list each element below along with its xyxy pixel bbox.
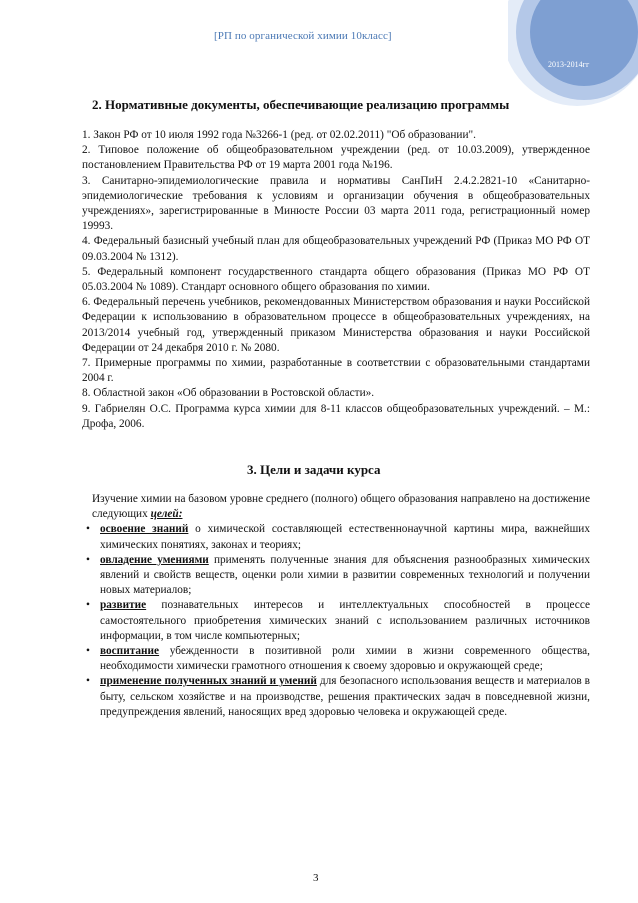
goals-list (82, 522, 590, 720)
goal-item (82, 522, 590, 552)
document-item-2: 2. Типовое положение об общеобразовательном учреждении (ред. от 10.03.2009), утвержденное постановлением Правительства РФ от 19 марта 2001 года №196. (82, 144, 590, 172)
bullet-icon: • (86, 553, 90, 566)
bullet-icon: • (86, 645, 90, 658)
goal-term: овладение умениями (100, 553, 209, 566)
section-2-title: 2. Нормативные документы, обеспечивающие реализацию программы (92, 97, 510, 112)
goal-text: о химической составляющей естественнонаучной картины мира, важнейших химических понятиях, законах и теориях; (100, 523, 590, 551)
document-item-1: 1. Закон РФ от 10 июля 1992 года №3266-1 (ред. от 02.02.2011) "Об образовании". (82, 129, 476, 141)
goal-item (82, 644, 590, 674)
course-goals (82, 492, 590, 720)
goal-term: освоение знаний (100, 523, 189, 536)
document-item-4: 4. Федеральный базисный учебный план для общеобразовательных учреждений РФ (Приказ МО РФ ОТ 09.03.2004 № 1312). (82, 235, 590, 263)
document-item-7: 7. Примерные программы по химии, разработанные в соответствии с образовательными стандартами 2004 г. (82, 357, 590, 385)
goal-item (82, 674, 590, 720)
goal-term: применение полученных знаний и умений (100, 675, 317, 688)
document-item-8: 8. Областной закон «Об образовании в Ростовской области». (82, 387, 375, 400)
goals-intro-text: Изучение химии на базовом уровне среднего (полного) общего образования направлено на достижение следующих (92, 493, 590, 521)
document-item-6: 6. Федеральный перечень учебников, рекомендованных Министерством образования и науки Российской Федерации к использованию в образовательном процессе в общеобразовательных учреждениях, на 2013/2014 учебный год, утвержденный приказом Министерства образования и науки Российской Федерации от 24 декабря 2010 г. № 2080. (82, 296, 590, 354)
header-corner-decoration (508, 0, 638, 130)
goals-intro-emphasis: целей: (150, 508, 183, 521)
header-year-label: 2013-2014гг (548, 60, 590, 69)
page-number: 3 (313, 872, 319, 884)
bullet-icon: • (86, 675, 90, 688)
goal-text: применять полученные знания для объяснения разнообразных химических явлений и свойств веществ, оценки роли химии в развитии современных технологий и получении новых материалов; (100, 553, 590, 597)
goal-text: для безопасного использования веществ и материалов в быту, сельском хозяйстве и на производстве, решения практических задач в повседневной жизни, предупреждения явлений, наносящих вред здоровью человека и окружающей среде. (100, 675, 591, 718)
bullet-icon: • (86, 523, 90, 536)
document-item-5: 5. Федеральный компонент государственного стандарта общего образования (Приказ МО РФ ОТ 05.03.2004 № 1089). Стандарт основного общего образования по химии. (82, 265, 590, 294)
document-item-3: 3. Санитарно-эпидемиологические правила и нормативы СанПиН 2.4.2.2821-10 «Санитарно-эпидемиологические требования к условиям и организации обучения в общеобразовательных учреждениях», зарегистрированные в Минюсте России 03 марта 2011 года, регистрационный номер 19993. (82, 174, 590, 233)
goal-item (82, 553, 590, 599)
goals-intro (92, 492, 590, 522)
document-item-9: 9. Габриелян О.С. Программа курса химии для 8-11 классов общеобразовательных учреждений. – М.: Дрофа, 2006. (82, 402, 590, 430)
section-3-title: 3. Цели и задачи курса (247, 462, 381, 477)
goal-text: познавательных интересов и интеллектуальных способностей в процессе самостоятельного приобретения химических знаний с использованием различных источников информации, в том числе компьютерных; (100, 599, 590, 642)
goal-text: убежденности в позитивной роли химии в жизни современного общества, необходимости химически грамотного отношения к своему здоровью и окружающей среде; (100, 645, 590, 673)
goal-term: развитие (100, 599, 147, 612)
goal-term: воспитание (100, 645, 160, 658)
goal-item (82, 598, 590, 644)
bullet-icon: • (86, 599, 90, 612)
page-header-title: [РП по органической химии 10класс] (214, 30, 392, 42)
normative-documents-list (82, 128, 590, 432)
